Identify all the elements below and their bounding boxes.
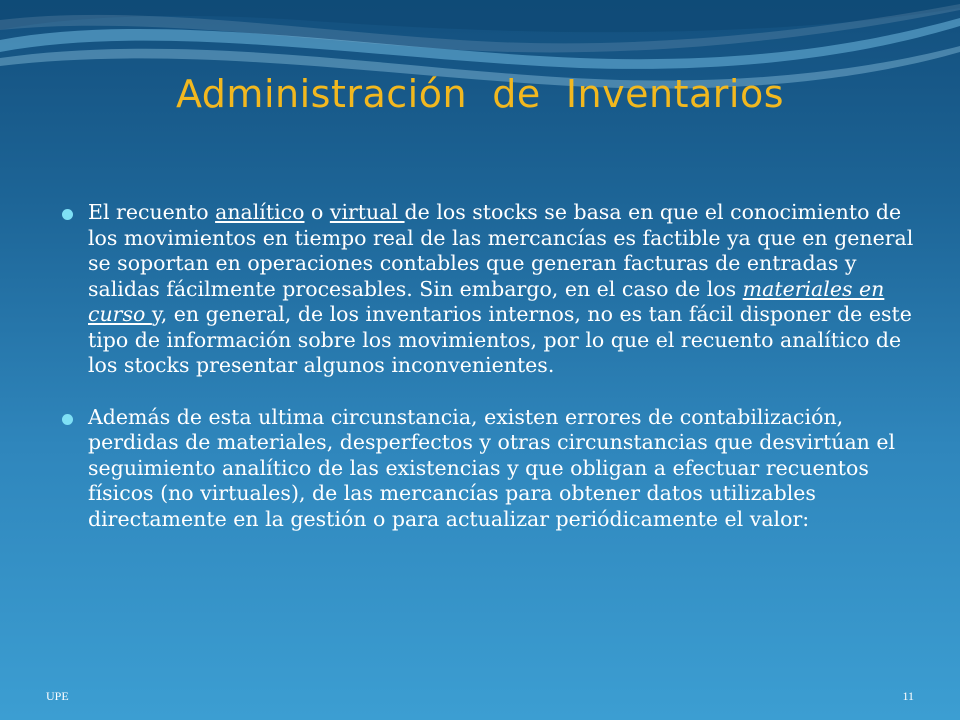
- bullet-item: [60, 200, 920, 379]
- text-segment: Además de esta ultima circunstancia, existen errores de contabilización, perdidas de materiales, desperfectos y otras circunstancias que desvirtúan el seguimiento analítico de las existencias y que obligan a efectuar recuentos físicos (no virtuales), de las mercancías para obtener datos utilizables directamente en la gestión o para actualizar periódicamente el valor:: [88, 404, 896, 531]
- text-segment: El recuento: [88, 200, 216, 224]
- bullet-paragraph: [88, 200, 920, 379]
- text-segment: y, en general, de los inventarios internos, no es tan fácil disponer de este tipo de información sobre los movimientos, por lo que el recuento analítico de los stocks presentar algunos inconvenientes.: [88, 302, 912, 377]
- bullet-dot-icon: [62, 209, 73, 220]
- slide-number: 11: [902, 689, 914, 703]
- footer-left: UPE: [46, 689, 69, 703]
- term-analitico: analítico: [215, 200, 305, 224]
- text-segment: de los stocks se basa en que el conocimiento de los movimientos en tiempo real de las mercancías es factible ya que en general se soportan en operaciones contables que generan facturas de entradas y salidas fácilmente procesables. Sin embargo, en el caso de los: [88, 200, 914, 301]
- text-segment: o: [304, 200, 330, 224]
- bullet-item: [60, 405, 920, 533]
- bullet-dot-icon: [62, 414, 73, 425]
- bullet-paragraph: [88, 405, 920, 533]
- slide-title: Administración de Inventarios: [175, 72, 785, 116]
- term-virtual: virtual: [329, 200, 405, 224]
- header-wave-decoration: [0, 0, 960, 140]
- term-materiales-en-curso: materiales en curso: [88, 276, 885, 326]
- bullet-list: [60, 200, 920, 532]
